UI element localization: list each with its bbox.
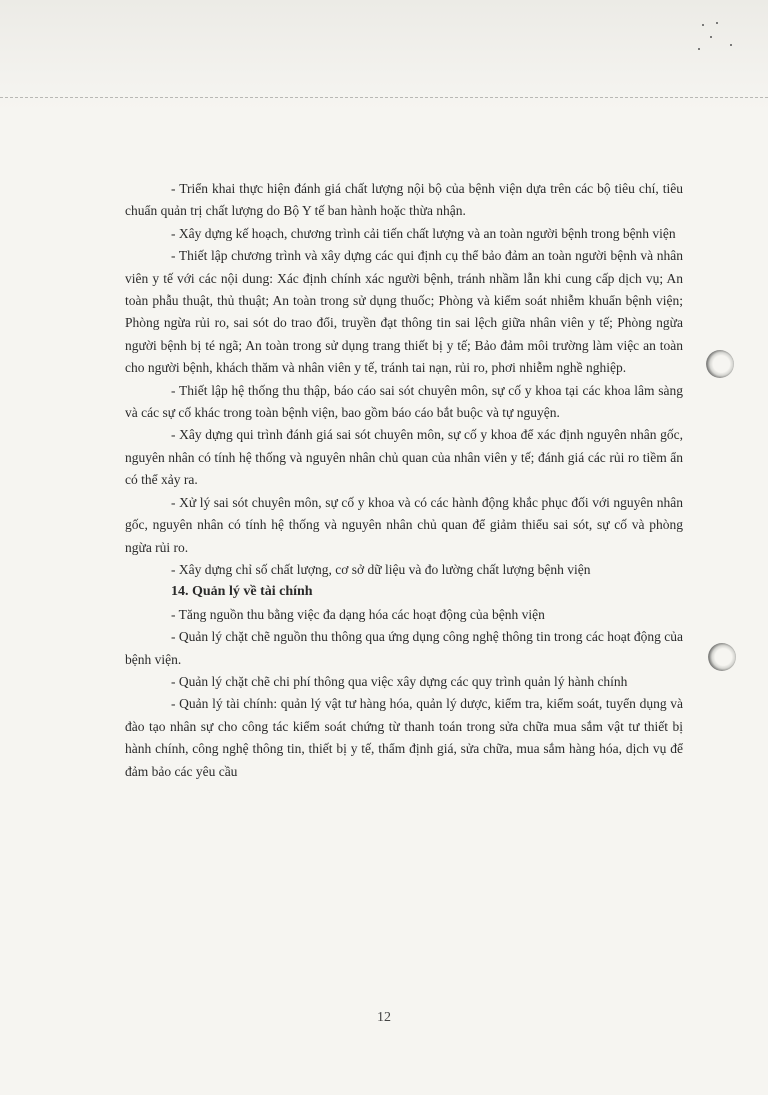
paragraph-9: - Quản lý chặt chẽ nguồn thu thông qua ứng dụng công nghệ thông tin trong các hoạt động của bệnh viện.	[125, 629, 683, 667]
document-body	[125, 178, 683, 783]
scan-shadow	[0, 0, 768, 110]
paragraph-5: - Xây dựng qui trình đánh giá sai sót chuyên môn, sự cố y khoa để xác định nguyên nhân gốc, nguyên nhân có tính hệ thống và nguyên nhân chủ quan của nhân viên y tế; đánh giá các rủi ro tiềm ẩn có thể xảy ra.	[125, 427, 683, 488]
page-number: 12	[377, 1010, 391, 1025]
paragraph-3: - Thiết lập chương trình và xây dựng các qui định cụ thể bảo đảm an toàn người bệnh và nhân viên y tế với các nội dung: Xác định chính xác người bệnh, tránh nhầm lẫn khi cung cấp dịch vụ; An toàn phẫu thuật, thủ thuật; An toàn trong sử dụng thuốc; Phòng và kiểm soát nhiễm khuẩn bệnh viện; Phòng ngừa rủi ro, sai sót do trao đổi, truyền đạt thông tin sai lệch giữa nhân viên y tế; Phòng ngừa người bệnh bị té ngã; An toàn trong sử dụng trang thiết bị y tế; Bảo đảm môi trường làm việc an toàn cho người bệnh, khách thăm và nhân viên y tế, tránh tai nạn, rủi ro, phơi nhiễm nghề nghiệp.	[125, 248, 683, 376]
paragraph-6: - Xử lý sai sót chuyên môn, sự cố y khoa và có các hành động khắc phục đối với nguyên nhân gốc, nguyên nhân có tính hệ thống và nguyên nhân chủ quan để giảm thiểu sai sót, sự cố và phòng ngừa rủi ro.	[125, 494, 683, 555]
scan-divider-line	[0, 97, 768, 98]
scan-specks	[690, 14, 750, 64]
paragraph-1: - Triển khai thực hiện đánh giá chất lượng nội bộ của bệnh viện dựa trên các bộ tiêu chí, tiêu chuẩn quản trị chất lượng do Bộ Y tế ban hành hoặc thừa nhận.	[125, 181, 683, 219]
section-heading: 14. Quản lý về tài chính	[171, 584, 313, 600]
punch-hole-bottom	[708, 643, 736, 671]
punch-hole-top	[706, 350, 734, 378]
paragraph-4: - Thiết lập hệ thống thu thập, báo cáo sai sót chuyên môn, sự cố y khoa tại các khoa lâm sàng và các sự cố khác trong toàn bệnh viện, bao gồm báo cáo bắt buộc và tự nguyện.	[125, 382, 683, 421]
paragraph-10: - Quản lý chặt chẽ chi phí thông qua việc xây dựng các quy trình quản lý hành chính	[171, 673, 628, 689]
paragraph-11: - Quản lý tài chính: quản lý vật tư hàng hóa, quản lý dược, kiểm tra, kiểm soát, tuyển dụng và đào tạo nhân sự cho công tác kiểm soát chứng từ thanh toán trong sửa chữa mua sắm vật tư thiết bị hành chính, công nghệ thông tin, thiết bị y tế, thẩm định giá, sửa chữa, mua sắm hàng hóa, dịch vụ để đảm bảo các yêu cầu	[125, 696, 683, 779]
paragraph-8: - Tăng nguồn thu bằng việc đa dạng hóa các hoạt động của bệnh viện	[171, 606, 545, 622]
paragraph-2: - Xây dựng kế hoạch, chương trình cải tiến chất lượng và an toàn người bệnh trong bệnh viện	[171, 225, 676, 241]
paragraph-7: - Xây dựng chỉ số chất lượng, cơ sở dữ liệu và đo lường chất lượng bệnh viện	[171, 561, 591, 577]
